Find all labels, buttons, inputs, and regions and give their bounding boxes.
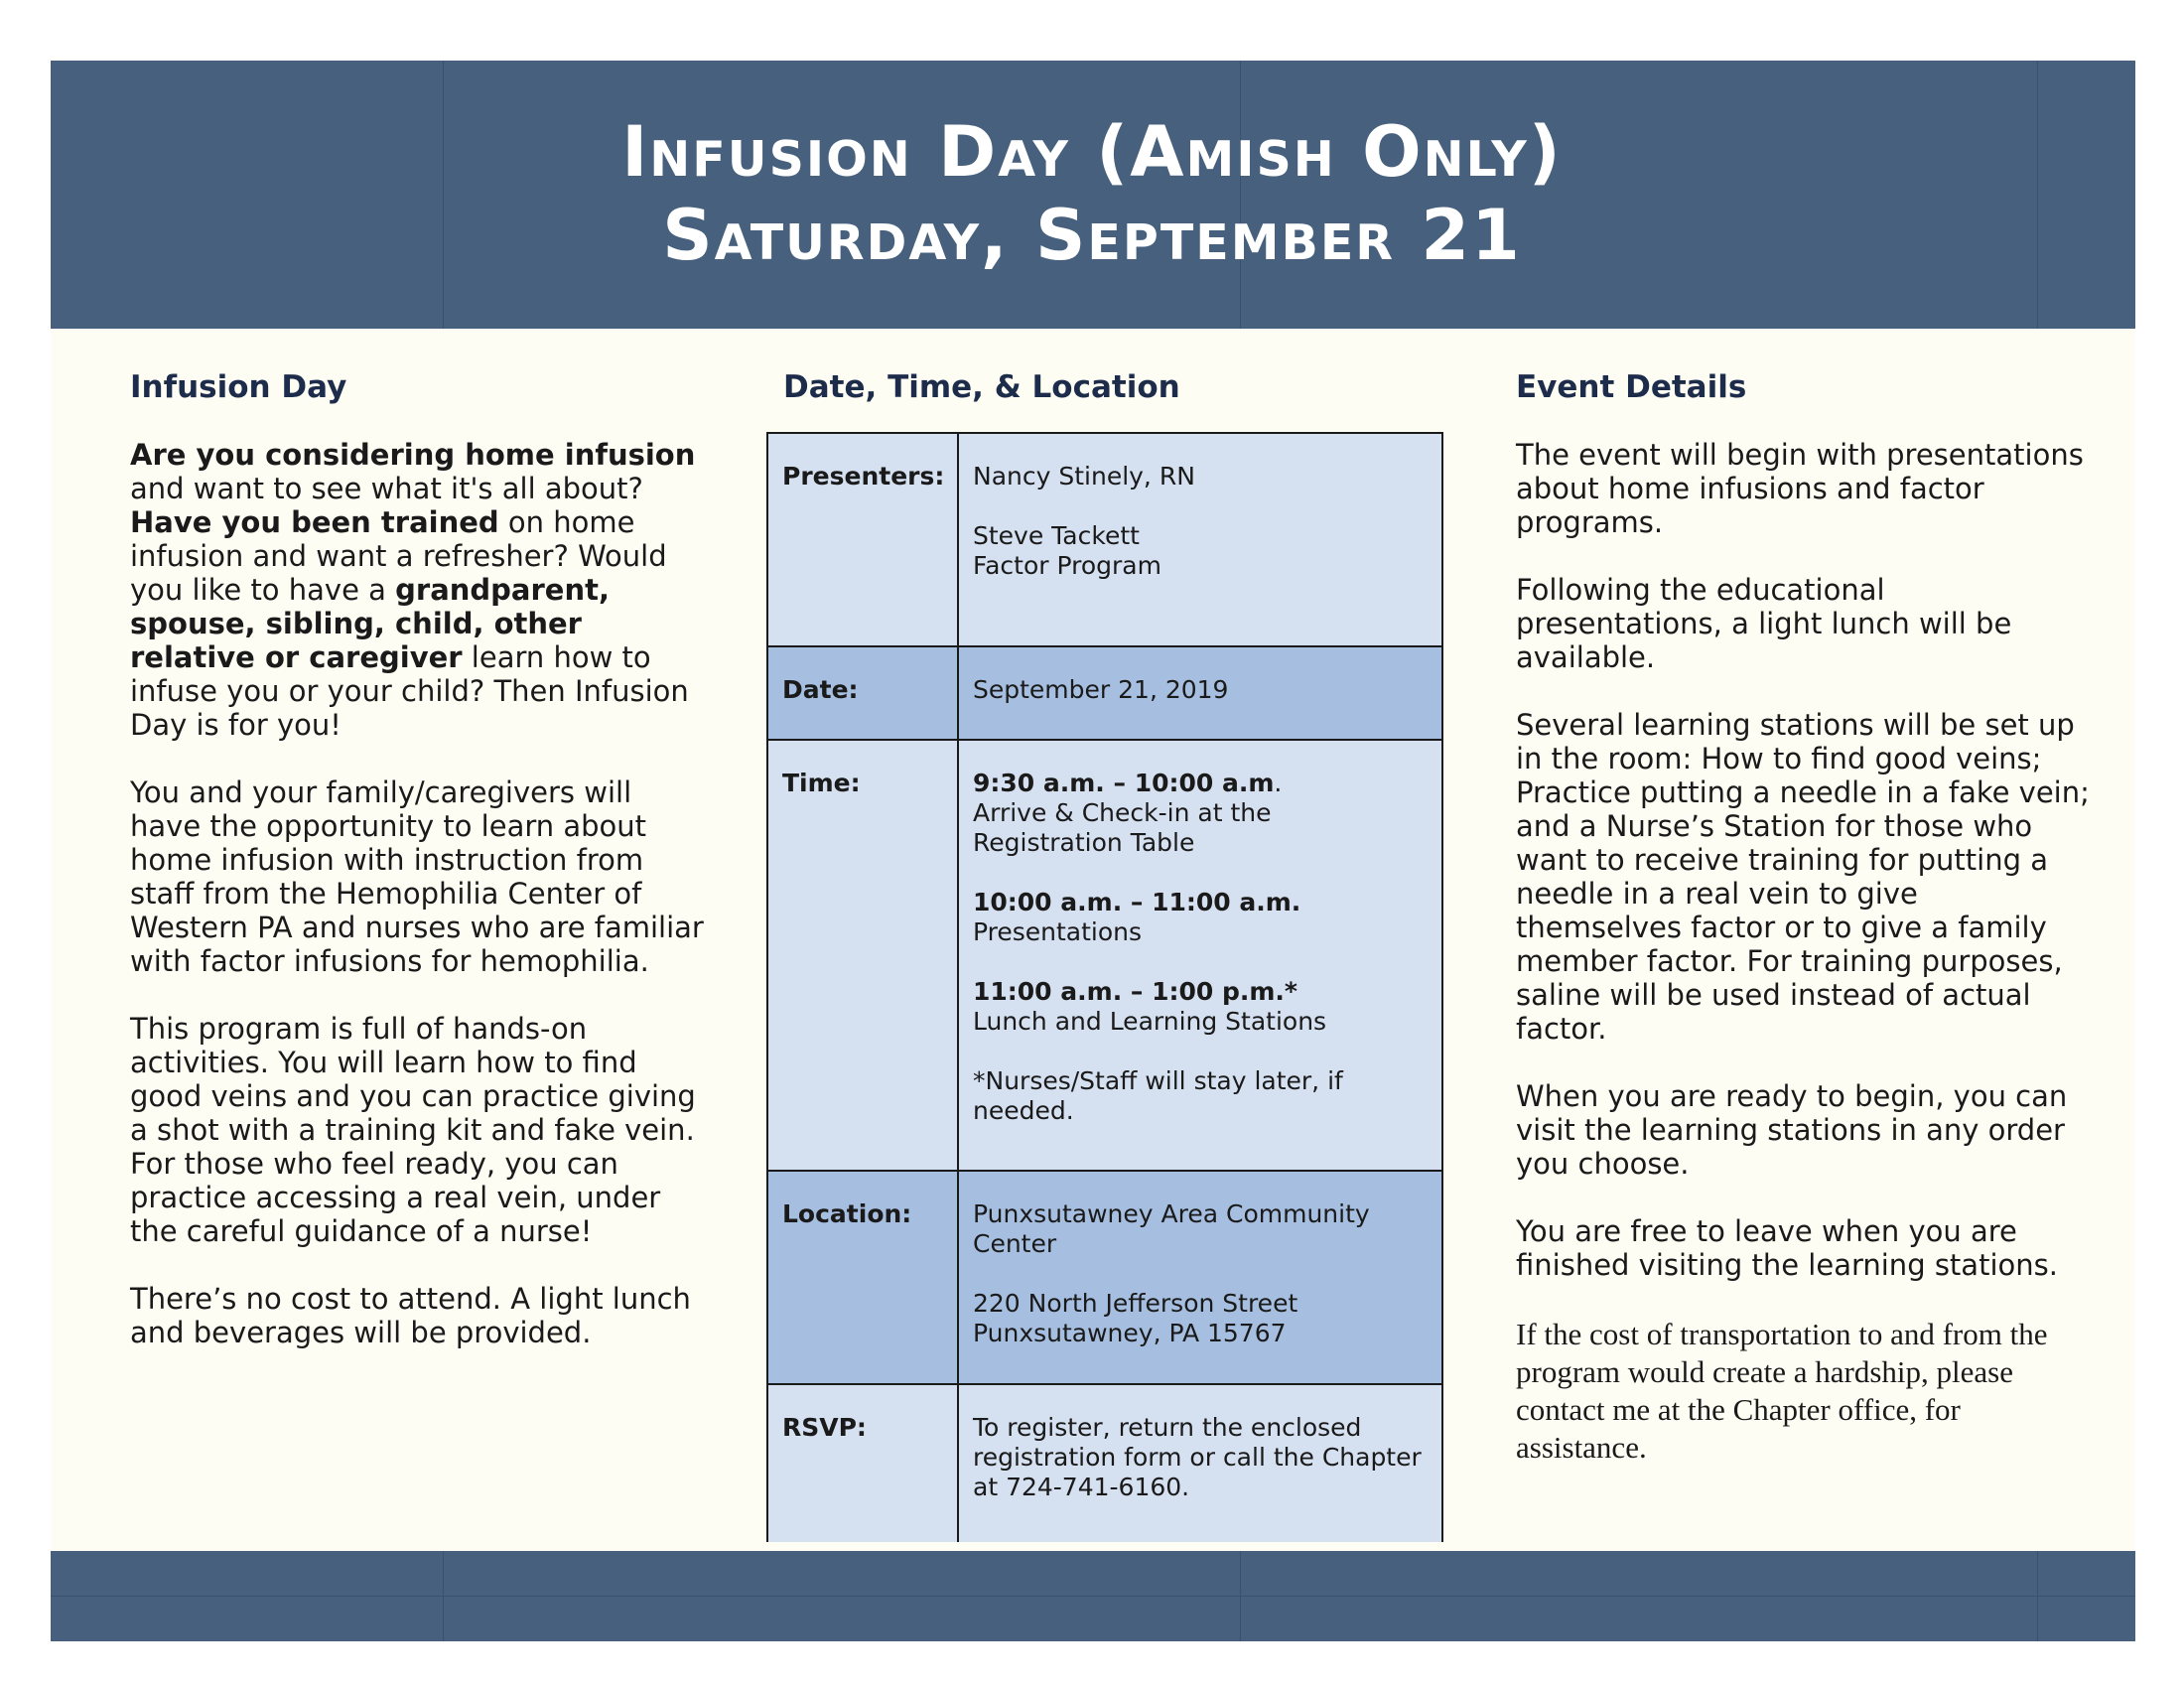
right-paragraph-3: Several learning stations will be set up in the room: How to find good veins; Practice putting a needle in a fake vein; and a Nurse’s Station for those who want to receive training for putting a needle in a real vein to give themselves factor or to give a family member factor. For training purposes, saline will be used instead of actual factor. — [1516, 708, 2090, 1046]
title-line-2: Saturday, September 21 — [662, 195, 1522, 276]
left-paragraph-4: There’s no cost to attend. A light lunch and beverages will be provided. — [130, 1282, 691, 1349]
rsvp-row — [767, 1384, 1442, 1542]
location-row — [767, 1171, 1442, 1384]
date-label: Date: — [767, 646, 958, 740]
presenters-row — [767, 433, 1442, 646]
presenters-value: Nancy Stinely, RN Steve Tackett Factor Program — [958, 433, 1442, 646]
right-heading: Event Details — [1516, 369, 1747, 405]
right-paragraph-6: If the cost of transportation to and from the program would create a hardship, please contact me at the Chapter office, for assistance. — [1516, 1317, 2048, 1465]
right-paragraph-1: The event will begin with presentations about home infusions and factor programs. — [1516, 438, 2084, 539]
location-label: Location: — [767, 1171, 958, 1384]
right-paragraph-5: You are free to leave when you are finished visiting the learning stations. — [1516, 1214, 2058, 1282]
left-paragraph-2: You and your family/caregivers will have the opportunity to learn about home infusion with instruction from staff from the Hemophilia Center of Western PA and nurses who are familiar with factor infusions for hemophilia. — [130, 775, 704, 978]
right-paragraph-2: Following the educational presentations, a light lunch will be available. — [1516, 573, 2012, 674]
rsvp-value: To register, return the enclosed registration form or call the Chapter at 724-741-6160. — [958, 1384, 1442, 1542]
schedule-table — [766, 432, 1443, 1542]
title-line-1: Infusion Day (Amish Only) — [621, 111, 1563, 193]
right-column — [1516, 370, 2092, 1500]
middle-heading: Date, Time, & Location — [783, 369, 1180, 405]
right-paragraph-4: When you are ready to begin, you can visit the learning stations in any order you choose. — [1516, 1079, 2068, 1181]
presenters-label: Presenters: — [767, 433, 958, 646]
left-heading: Infusion Day — [130, 369, 347, 405]
footer-band — [51, 1551, 2135, 1641]
left-column — [130, 370, 706, 1383]
time-row — [767, 740, 1442, 1171]
left-paragraph-3: This program is full of hands-on activities. You will learn how to find good veins and you can practice giving a shot with a training kit and fake vein. For those who feel ready, you can practice accessing a real vein, under the careful guidance of a nurse! — [130, 1012, 696, 1248]
time-label: Time: — [767, 740, 958, 1171]
location-value: Punxsutawney Area Community Center 220 North Jefferson Street Punxsutawney, PA 15767 — [958, 1171, 1442, 1384]
date-value: September 21, 2019 — [958, 646, 1442, 740]
rsvp-label: RSVP: — [767, 1384, 958, 1542]
date-row — [767, 646, 1442, 740]
time-value: 9:30 a.m. – 10:00 a.m. Arrive & Check-in at the Registration Table 10:00 a.m. – 11:00 a.m. Presentations 11:00 a.m. – 1:00 p.m.* Lunch and Learning Stations *Nurses/Staff will stay later, if needed. — [958, 740, 1442, 1171]
left-paragraph-1: Are you considering home infusion and want to see what it's all about? Have you been trained on home infusion and want a refresher? Would you like to have a grandparent, spouse, sibling, child, other relative or caregiver learn how to infuse you or your child? Then Infusion Day is for you! — [130, 438, 696, 742]
